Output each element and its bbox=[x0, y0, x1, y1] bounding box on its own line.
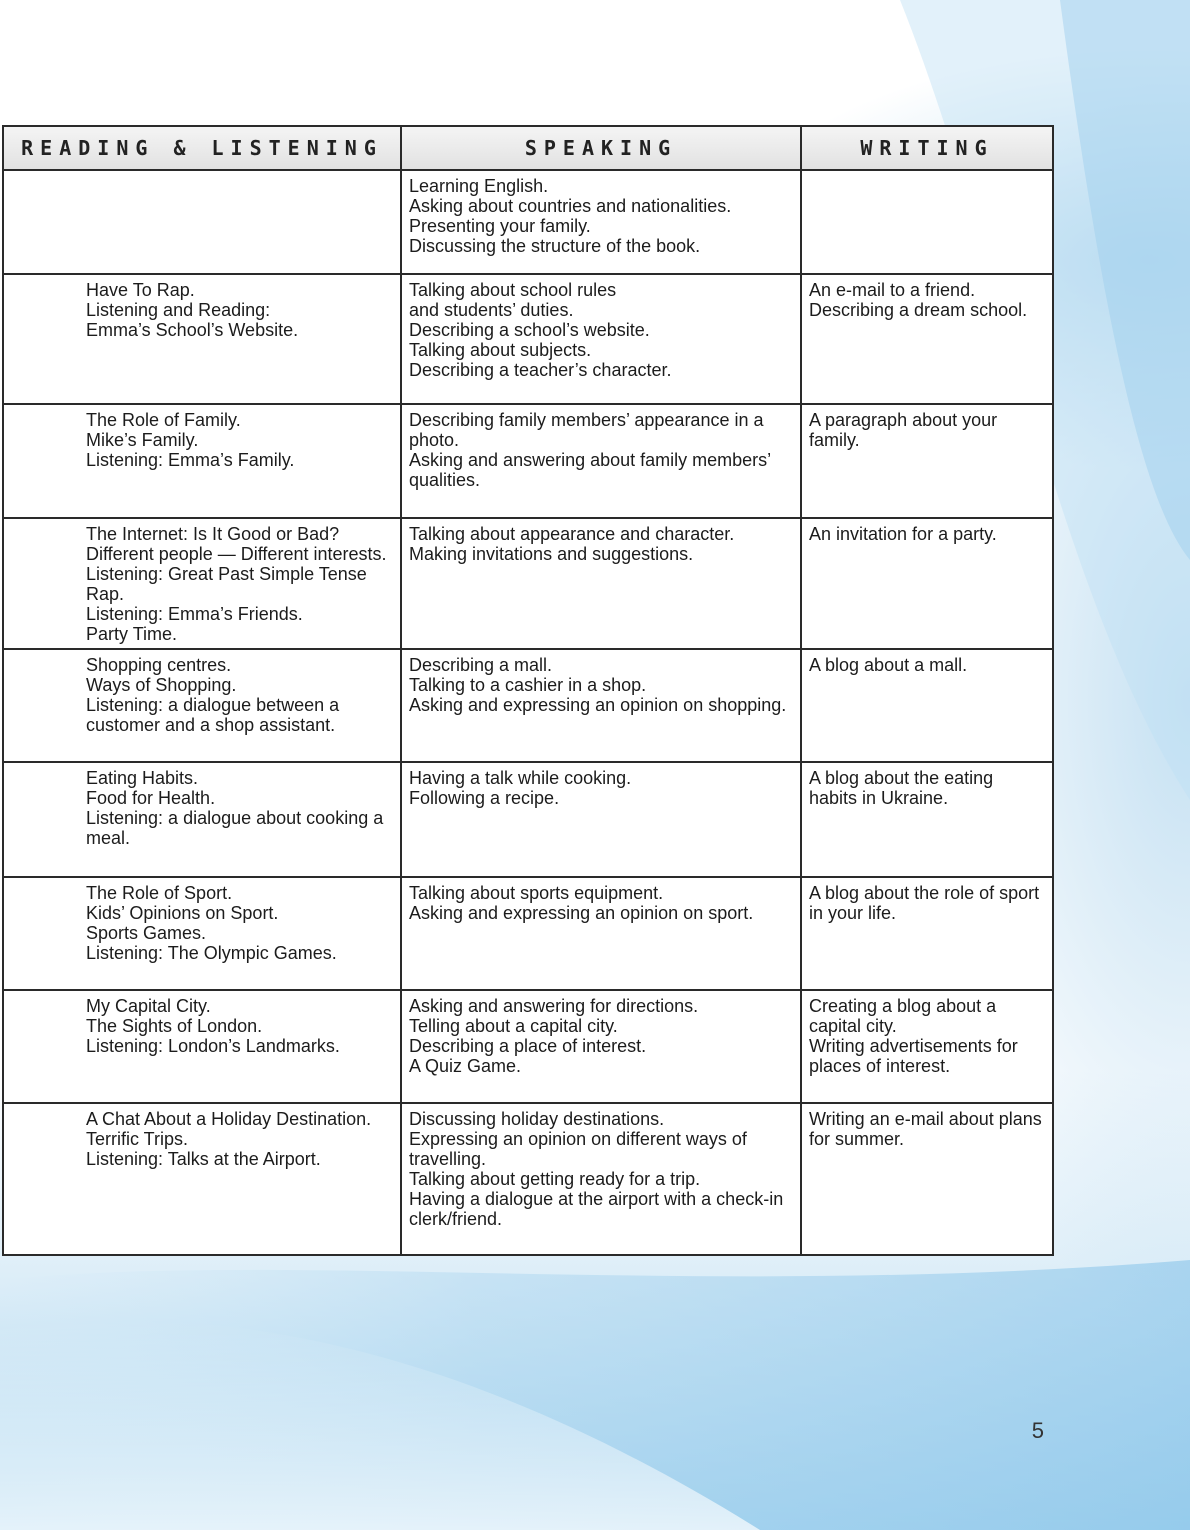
cell-line: Listening: London’s Landmarks. bbox=[86, 1036, 340, 1056]
cell-line: Eating Habits. bbox=[86, 768, 199, 788]
cell-line: Making invitations and suggestions. bbox=[409, 544, 694, 564]
writing-cell bbox=[801, 404, 1053, 518]
header-reading-listening: READING & LISTENING bbox=[3, 126, 401, 170]
table-row bbox=[3, 877, 1053, 990]
writing-cell bbox=[801, 649, 1053, 762]
cell-line: Describing family members’ appearance in a photo. bbox=[409, 410, 764, 450]
table-row bbox=[3, 990, 1053, 1103]
cell-line: Writing advertisements for places of interest. bbox=[809, 1036, 1018, 1076]
cell-line: Talking about sports equipment. bbox=[409, 883, 664, 903]
table-row bbox=[3, 518, 1053, 649]
cell-line: Listening: a dialogue between a customer and a shop assistant. bbox=[86, 695, 340, 735]
reading-listening-cell bbox=[3, 877, 401, 990]
speaking-cell bbox=[401, 990, 801, 1103]
table-row bbox=[3, 404, 1053, 518]
cell-line: The Internet: Is It Good or Bad? bbox=[86, 524, 340, 544]
cell-line: Asking and expressing an opinion on shopping. bbox=[409, 695, 787, 715]
table-row bbox=[3, 274, 1053, 404]
cell-line: Terrific Trips. bbox=[86, 1129, 189, 1149]
cell-line: Emma’s School’s Website. bbox=[86, 320, 299, 340]
cell-line: Talking about subjects. bbox=[409, 340, 592, 360]
reading-listening-cell bbox=[3, 762, 401, 877]
cell-line: and students’ duties. bbox=[409, 300, 574, 320]
cell-line: Having a dialogue at the airport with a check-in clerk/friend. bbox=[409, 1189, 784, 1229]
cell-line: A blog about a mall. bbox=[809, 655, 968, 675]
speaking-cell bbox=[401, 170, 801, 274]
writing-cell bbox=[801, 170, 1053, 274]
cell-line: Listening: Emma’s Family. bbox=[86, 450, 295, 470]
cell-line: Listening: Talks at the Airport. bbox=[86, 1149, 321, 1169]
cell-line: Listening: Emma’s Friends. bbox=[86, 604, 303, 624]
table-row bbox=[3, 762, 1053, 877]
cell-line: The Role of Family. bbox=[86, 410, 241, 430]
cell-line: Describing a place of interest. bbox=[409, 1036, 647, 1056]
cell-line: Listening: Great Past Simple Tense Rap. bbox=[86, 564, 367, 604]
reading-listening-cell bbox=[3, 649, 401, 762]
speaking-cell bbox=[401, 762, 801, 877]
cell-line: Discussing the structure of the book. bbox=[409, 236, 701, 256]
writing-cell bbox=[801, 518, 1053, 649]
cell-line: My Capital City. bbox=[86, 996, 211, 1016]
cell-line: Presenting your family. bbox=[409, 216, 591, 236]
speaking-cell bbox=[401, 649, 801, 762]
cell-line: Learning English. bbox=[409, 176, 549, 196]
table-row bbox=[3, 170, 1053, 274]
cell-line: Writing an e-mail about plans for summer. bbox=[809, 1109, 1042, 1149]
reading-listening-cell bbox=[3, 404, 401, 518]
cell-line: Food for Health. bbox=[86, 788, 216, 808]
cell-line: Party Time. bbox=[86, 624, 178, 644]
cell-line: Talking about getting ready for a trip. bbox=[409, 1169, 701, 1189]
cell-line: Asking about countries and nationalities. bbox=[409, 196, 732, 216]
cell-line: Telling about a capital city. bbox=[409, 1016, 618, 1036]
cell-line: Ways of Shopping. bbox=[86, 675, 237, 695]
cell-line: The Sights of London. bbox=[86, 1016, 263, 1036]
cell-line: Following a recipe. bbox=[409, 788, 560, 808]
cell-line: Describing a school’s website. bbox=[409, 320, 650, 340]
cell-line: Describing a mall. bbox=[409, 655, 553, 675]
cell-line: Creating a blog about a capital city. bbox=[809, 996, 997, 1036]
cell-line: Talking about appearance and character. bbox=[409, 524, 735, 544]
writing-cell bbox=[801, 762, 1053, 877]
cell-line: Talking to a cashier in a shop. bbox=[409, 675, 647, 695]
cell-line: A Chat About a Holiday Destination. bbox=[86, 1109, 372, 1129]
cell-line: Listening and Reading: bbox=[86, 300, 271, 320]
table-row bbox=[3, 1103, 1053, 1255]
speaking-cell bbox=[401, 274, 801, 404]
reading-listening-cell bbox=[3, 274, 401, 404]
cell-line: Sports Games. bbox=[86, 923, 207, 943]
cell-line: Kids’ Opinions on Sport. bbox=[86, 903, 279, 923]
header-speaking: SPEAKING bbox=[401, 126, 801, 170]
cell-line: The Role of Sport. bbox=[86, 883, 233, 903]
speaking-cell bbox=[401, 404, 801, 518]
header-writing: WRITING bbox=[801, 126, 1053, 170]
cell-line: A blog about the role of sport in your life. bbox=[809, 883, 1040, 923]
reading-listening-cell bbox=[3, 1103, 401, 1255]
table-body bbox=[3, 170, 1053, 1255]
table-row bbox=[3, 649, 1053, 762]
cell-line: Asking and answering about family members’ qualities. bbox=[409, 450, 771, 490]
cell-line: A Quiz Game. bbox=[409, 1056, 522, 1076]
reading-listening-cell bbox=[3, 170, 401, 274]
cell-line: Expressing an opinion on different ways of travelling. bbox=[409, 1129, 747, 1169]
cell-line: Discussing holiday destinations. bbox=[409, 1109, 665, 1129]
cell-line: An e-mail to a friend. bbox=[809, 280, 976, 300]
page-number: 5 bbox=[1031, 1418, 1044, 1443]
cell-line: A paragraph about your family. bbox=[809, 410, 998, 450]
writing-cell bbox=[801, 990, 1053, 1103]
writing-cell bbox=[801, 877, 1053, 990]
cell-line: Have To Rap. bbox=[86, 280, 195, 300]
cell-line: Shopping centres. bbox=[86, 655, 232, 675]
contents-table bbox=[2, 125, 1054, 1256]
cell-line: Having a talk while cooking. bbox=[409, 768, 632, 788]
cell-line: Describing a teacher’s character. bbox=[409, 360, 672, 380]
cell-line: Talking about school rules bbox=[409, 280, 617, 300]
speaking-cell bbox=[401, 1103, 801, 1255]
cell-line: A blog about the eating habits in Ukraine. bbox=[809, 768, 994, 808]
cell-line: Listening: The Olympic Games. bbox=[86, 943, 337, 963]
cell-line: An invitation for a party. bbox=[809, 524, 997, 544]
reading-listening-cell bbox=[3, 518, 401, 649]
writing-cell bbox=[801, 274, 1053, 404]
cell-line: Listening: a dialogue about cooking a meal. bbox=[86, 808, 384, 848]
cell-line: Asking and expressing an opinion on sport. bbox=[409, 903, 754, 923]
reading-listening-cell bbox=[3, 990, 401, 1103]
cell-line: Mike’s Family. bbox=[86, 430, 199, 450]
writing-cell bbox=[801, 1103, 1053, 1255]
table-header-row bbox=[3, 126, 1053, 170]
speaking-cell bbox=[401, 877, 801, 990]
speaking-cell bbox=[401, 518, 801, 649]
cell-line: Different people — Different interests. bbox=[86, 544, 387, 564]
cell-line: Describing a dream school. bbox=[809, 300, 1028, 320]
cell-line: Asking and answering for directions. bbox=[409, 996, 699, 1016]
